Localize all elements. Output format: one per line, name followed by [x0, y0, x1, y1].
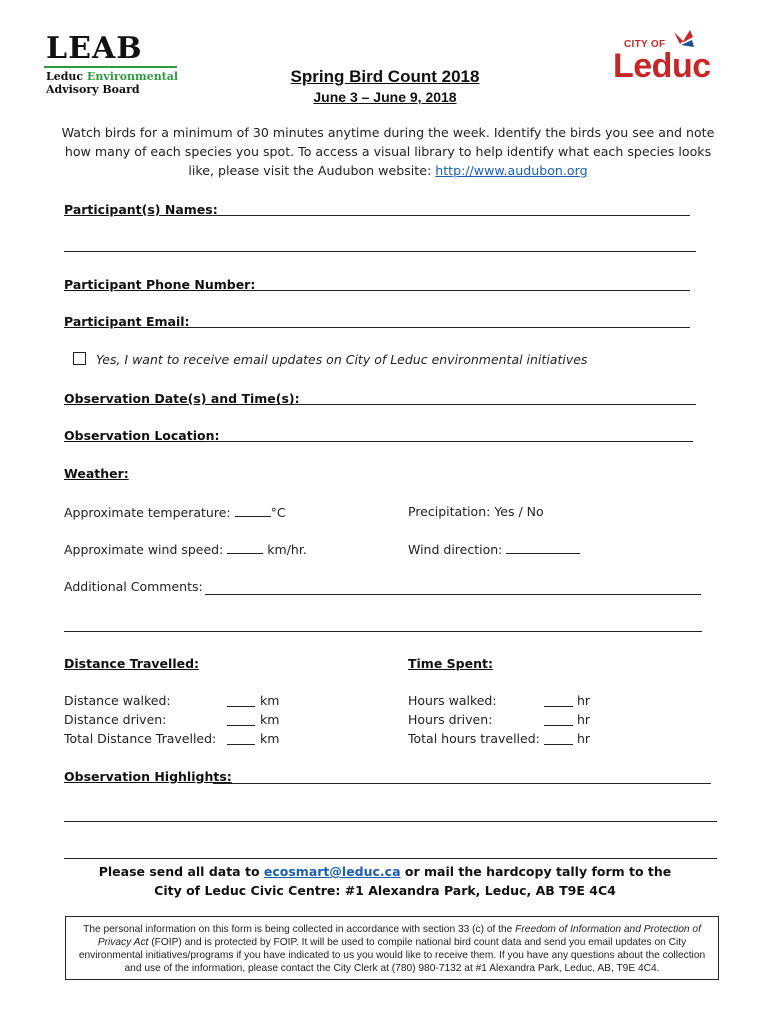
- obs-date-line[interactable]: [273, 404, 696, 405]
- highlights-line-2[interactable]: [64, 821, 717, 822]
- time-heading: Time Spent:: [408, 656, 493, 671]
- distance-total-blank[interactable]: [227, 744, 255, 745]
- leduc-logo-name: Leduc: [613, 47, 711, 85]
- audubon-link[interactable]: http://www.audubon.org: [435, 163, 588, 178]
- distance-total-unit: km: [260, 731, 280, 746]
- leab-logo-line2: Advisory Board: [46, 83, 140, 96]
- distance-walked-label: Distance walked:: [64, 693, 171, 708]
- hours-total-unit: hr: [577, 731, 591, 746]
- temperature-field: Approximate temperature: °C: [64, 505, 286, 520]
- weather-heading: Weather:: [64, 466, 129, 481]
- form-dates: June 3 – June 9, 2018: [313, 89, 457, 105]
- leab-logo-acronym: LEAB: [46, 31, 143, 66]
- hours-walked-label: Hours walked:: [408, 693, 497, 708]
- ecosmart-email-link[interactable]: ecosmart@leduc.ca: [263, 864, 401, 879]
- send-data-instruction: Please send all data to ecosmart@leduc.ca or mail the hardcopy tally form to the: [98, 864, 672, 879]
- email-line[interactable]: [178, 327, 690, 328]
- phone-label: Participant Phone Number:: [64, 277, 256, 292]
- wind-speed-field: Approximate wind speed: km/hr.: [64, 542, 307, 557]
- distance-walked-unit: km: [260, 693, 280, 708]
- leduc-logo-cityof: CITY OF: [624, 39, 666, 50]
- participant-names-line-2[interactable]: [64, 251, 696, 252]
- wind-speed-blank[interactable]: [227, 541, 263, 554]
- leab-logo-line1: Leduc Environmental: [46, 70, 179, 83]
- hours-driven-blank[interactable]: [544, 725, 573, 726]
- distance-walked-blank[interactable]: [227, 706, 255, 707]
- precipitation-field: Precipitation: Yes / No: [408, 504, 544, 519]
- distance-driven-blank[interactable]: [227, 725, 255, 726]
- obs-location-line[interactable]: [205, 441, 693, 442]
- intro-text: Watch birds for a minimum of 30 minutes anytime during the week. Identify the birds you see and note how many of each species you spot. To access a visual library to help identify what each species looks like, please visit the Audubon website: http://www.audubon.org: [61, 125, 715, 178]
- obs-location-label: Observation Location:: [64, 428, 220, 443]
- wind-direction-field: Wind direction:: [408, 541, 580, 557]
- comments-line-2[interactable]: [64, 631, 702, 632]
- highlights-line[interactable]: [213, 783, 711, 784]
- hours-driven-label: Hours driven:: [408, 712, 493, 727]
- wind-direction-blank[interactable]: [506, 541, 580, 554]
- temperature-blank[interactable]: [235, 504, 271, 517]
- hours-total-label: Total hours travelled:: [408, 731, 540, 746]
- email-updates-label: Yes, I want to receive email updates on City of Leduc environmental initiatives: [96, 352, 588, 367]
- comments-label: Additional Comments:: [64, 579, 203, 594]
- hours-driven-unit: hr: [577, 712, 591, 727]
- distance-driven-unit: km: [260, 712, 280, 727]
- phone-line[interactable]: [237, 290, 690, 291]
- comments-line[interactable]: [205, 594, 701, 595]
- obs-date-label: Observation Date(s) and Time(s):: [64, 391, 300, 406]
- civic-centre-address: City of Leduc Civic Centre: #1 Alexandra Park, Leduc, AB T9E 4C4: [154, 883, 616, 898]
- email-label: Participant Email:: [64, 314, 190, 329]
- distance-heading: Distance Travelled:: [64, 656, 200, 671]
- highlights-label: Observation Highlights:: [64, 769, 232, 784]
- highlights-line-3[interactable]: [64, 858, 717, 859]
- hours-total-blank[interactable]: [544, 744, 573, 745]
- participant-names-label: Participant(s) Names:: [64, 202, 218, 217]
- hours-walked-unit: hr: [577, 693, 591, 708]
- hours-walked-blank[interactable]: [544, 706, 573, 707]
- distance-total-label: Total Distance Travelled:: [64, 731, 217, 746]
- email-updates-checkbox[interactable]: [73, 352, 86, 365]
- privacy-notice: The personal information on this form is being collected in accordance with section 33 (c) of the Freedom of Information and Protection of Privacy Act (FOIP) and is protected by FOIP. It will be used to compile national bird count data and send you email updates on City environmental initiatives/programs if you have indicated to us you would like to receive them. If you have any questions about the collection and use of the information, please contact the City Clerk at (780) 980-7132 at #1 Alexandra Park, Leduc, AB, T9E 4C4.: [65, 916, 719, 980]
- participant-names-line[interactable]: [201, 215, 690, 216]
- form-title: Spring Bird Count 2018: [290, 67, 480, 86]
- distance-driven-label: Distance driven:: [64, 712, 167, 727]
